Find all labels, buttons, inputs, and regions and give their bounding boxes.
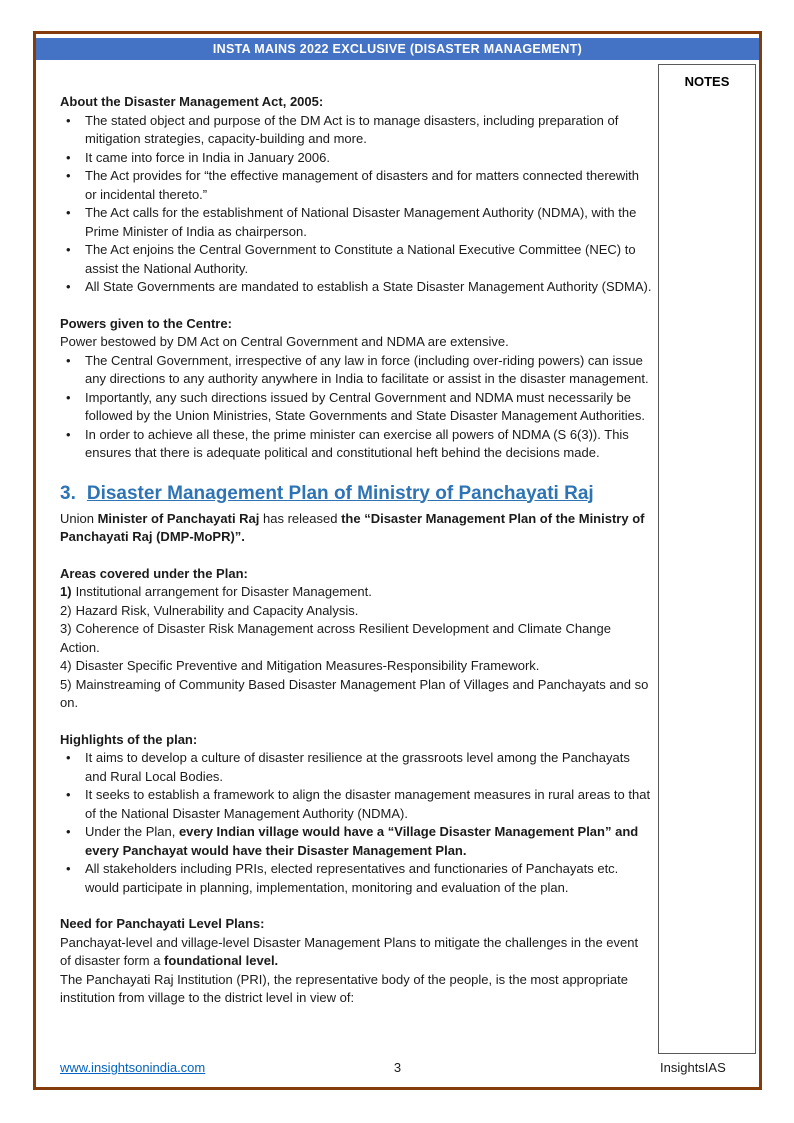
item-number: 2) (60, 602, 72, 618)
section-about-act (60, 93, 652, 297)
intro-text-bold: Minister of Panchayati Raj (97, 510, 260, 526)
need-paragraph-1 (60, 934, 652, 971)
bullet-item (85, 786, 652, 823)
numbered-item (60, 676, 652, 713)
section-powers (60, 315, 652, 463)
item-number: 3) (60, 621, 72, 636)
item-text: Coherence of Disaster Risk Management across Resilient Development and Climate Change Action. (60, 621, 611, 655)
numbered-item (60, 657, 652, 676)
brand-label: InsightsIAS (660, 1060, 726, 1075)
about-act-bullet-list (60, 112, 652, 297)
bullet-item: • Importantly, any such directions issued by Central Government and NDMA must necessarily be followed by the Union Ministries, State Governments and State Disaster Management Authorities. (85, 389, 652, 426)
section-plan (60, 481, 652, 547)
heading-number: 3. (60, 482, 76, 504)
bullet-text: All stakeholders including PRIs, elected representatives and functionaries of Panchayats etc. would participate in planning, implementation, monitoring and evaluation of the plan. (85, 861, 619, 895)
powers-bullet-list (60, 352, 652, 463)
section-areas (60, 565, 652, 713)
item-text: Hazard Risk, Vulnerability and Capacity Analysis. (75, 602, 359, 618)
section-heading-about-act: About the Disaster Management Act, 2005: (60, 94, 324, 109)
intro-text: Union (60, 510, 98, 526)
bullet-item (85, 860, 652, 897)
bullet-text: Under the Plan, (85, 824, 179, 839)
item-number: 4) (60, 658, 72, 673)
item-text: Mainstreaming of Community Based Disaster Management Plan of Villages and Panchayats and so on. (60, 676, 649, 710)
item-number: 5) (60, 676, 72, 692)
plan-intro-paragraph (60, 510, 652, 547)
numbered-item (60, 602, 652, 621)
need-paragraph-2: The Panchayati Raj Institution (PRI), the representative body of the people, is the most appropriate institution from village to the district level in view of: (60, 971, 628, 1005)
bullet-text: It seeks to establish a framework to align the disaster management measures in rural areas to that of the National Disaster Management Authority (NDMA). (85, 787, 651, 821)
item-text: Institutional arrangement for Disaster Management. (75, 584, 372, 599)
bullet-text-bold: every Indian village would have a “Village Disaster Management Plan” and every Panchayat would have their Disaster Management Plan. (85, 824, 639, 858)
bullet-item: • The Act provides for “the effective management of disasters and for matters connected therewith or incidental thereto.” (85, 167, 652, 204)
bullet-item: • The stated object and purpose of the DM Act is to manage disasters, including preparation of mitigation strategies, capacity-building and more. (85, 112, 652, 149)
bullet-item: • The Act calls for the establishment of National Disaster Management Authority (NDMA), with the Prime Minister of India as chairperson. (85, 204, 652, 241)
section-heading-need: Need for Panchayati Level Plans: (60, 916, 265, 931)
heading-title: Disaster Management Plan of Ministry of Panchayati Raj (86, 482, 594, 504)
intro-text: has released (259, 510, 342, 526)
bullet-text: It aims to develop a culture of disaster resilience at the grassroots level among the Panchayats and Rural Local Bodies. (85, 750, 630, 784)
intro-text-bold: the “Disaster Management Plan of the Ministry of Panchayati Raj (DMP-MoPR)”. (60, 510, 645, 544)
highlights-bullet-list (60, 749, 652, 897)
bullet-item: • In order to achieve all these, the prime minister can exercise all powers of NDMA (S 6(3)). This ensures that there is adequate political and constitutional heft behind the decisions made. (85, 426, 652, 463)
numbered-item (60, 583, 652, 602)
bullet-item (85, 749, 652, 786)
item-number: 1) (60, 584, 72, 599)
section-heading-areas: Areas covered under the Plan: (60, 565, 248, 581)
numbered-item (60, 620, 652, 657)
section-heading-highlights: Highlights of the plan: (60, 731, 198, 747)
section-need (60, 915, 652, 1008)
bullet-item: • All State Governments are mandated to establish a State Disaster Management Authority (SDMA). (85, 278, 652, 297)
page-number: 3 (393, 1060, 402, 1075)
notes-label: NOTES (684, 74, 730, 89)
bullet-item: • It came into force in India in January 2006. (85, 149, 652, 168)
numbered-section-heading (60, 481, 652, 506)
bullet-item: • The Act enjoins the Central Government to Constitute a National Executive Committee (NEC) to assist the National Authority. (85, 241, 652, 278)
page-header-banner (36, 38, 759, 60)
section-heading-powers: Powers given to the Centre: (60, 315, 232, 331)
need-text: Panchayat-level and village-level Disaster Management Plans to mitigate the challenges in the event of disaster form a (60, 934, 639, 968)
bullet-item: • The Central Government, irrespective of any law in force (including over-riding powers) can issue any directions to any authority anywhere in India to facilitate or assist in the disaster management. (85, 352, 652, 389)
header-title: INSTA MAINS 2022 EXCLUSIVE (DISASTER MANAGEMENT) (212, 42, 583, 56)
website-link[interactable]: www.insightsonindia.com (60, 1060, 206, 1075)
main-content (60, 93, 652, 1026)
powers-intro: Power bestowed by DM Act on Central Government and NDMA are extensive. (60, 334, 509, 349)
item-text: Disaster Specific Preventive and Mitigation Measures-Responsibility Framework. (75, 658, 540, 673)
section-highlights (60, 731, 652, 898)
bullet-item (85, 823, 652, 860)
notes-panel (658, 64, 756, 1054)
need-text-bold: foundational level. (164, 953, 279, 968)
